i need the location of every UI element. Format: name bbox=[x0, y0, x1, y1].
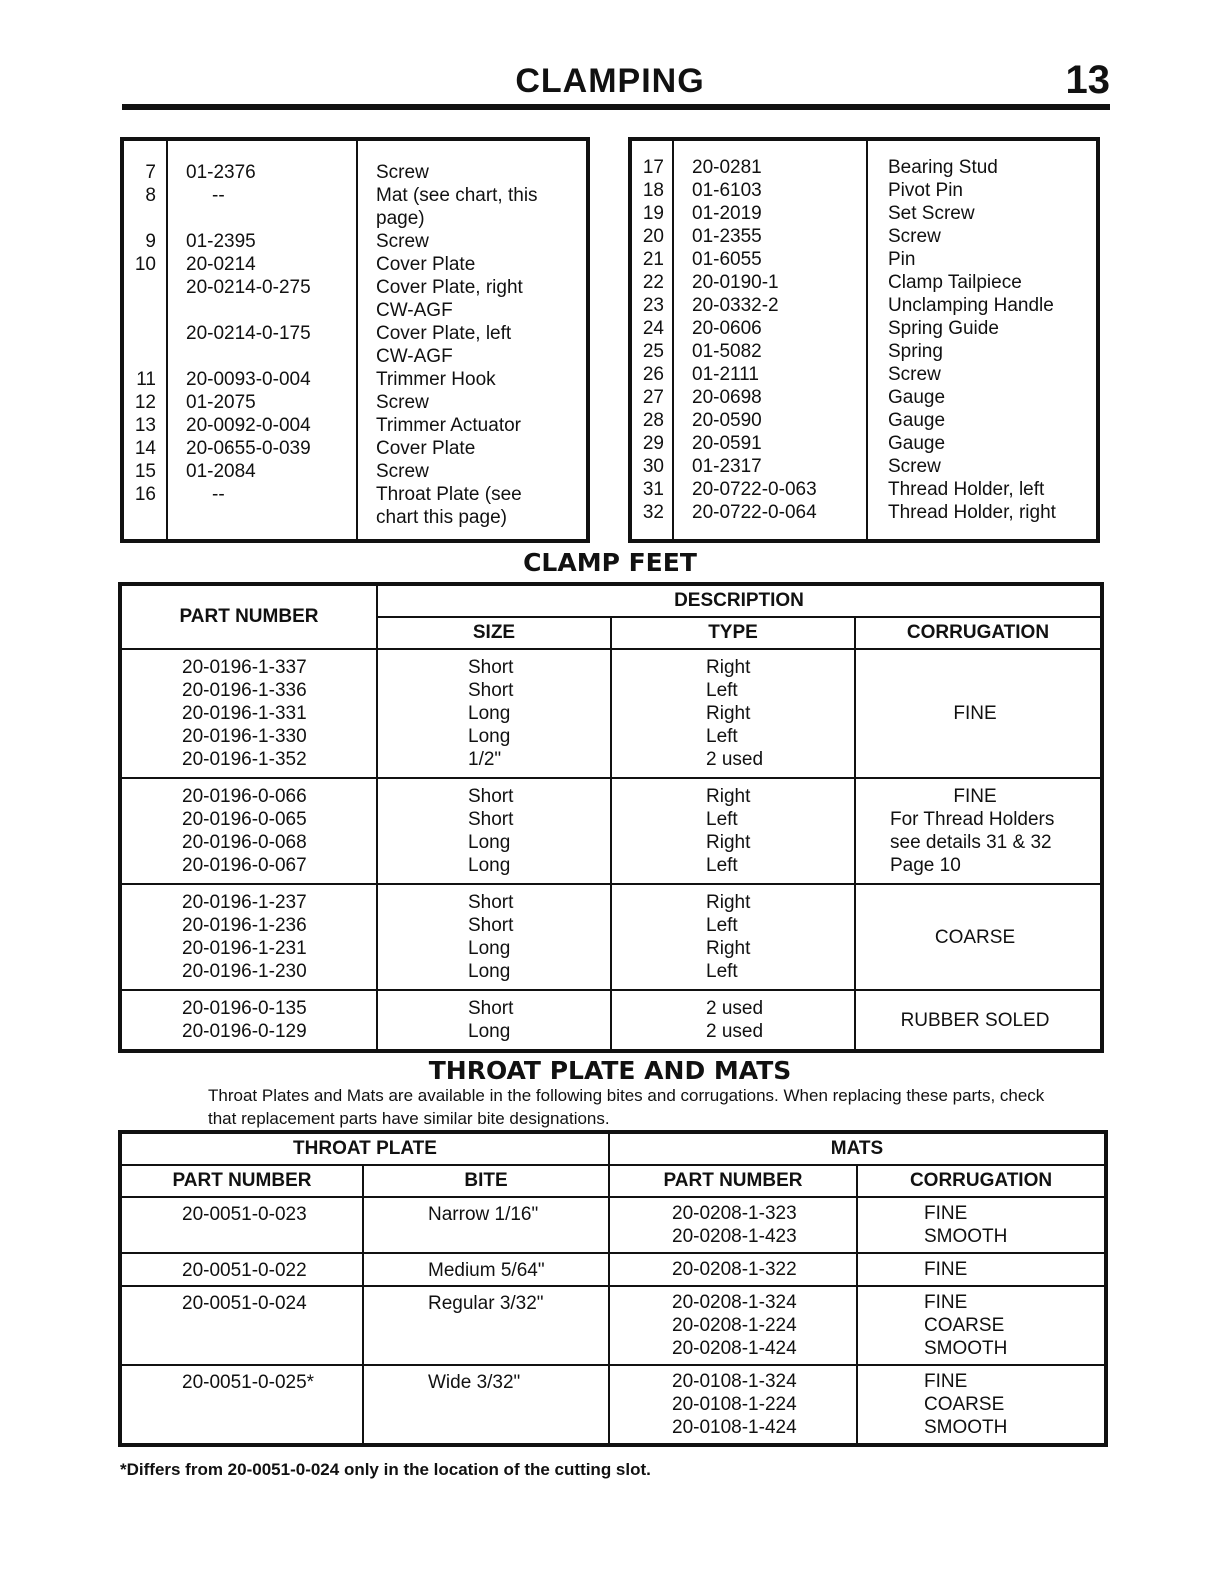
mat-parts-cell bbox=[609, 1253, 857, 1286]
parts-row bbox=[128, 437, 588, 460]
bite-cell bbox=[363, 1197, 609, 1253]
cell-line: see details 31 & 32 bbox=[890, 832, 1052, 853]
mat-corrugation: FINE bbox=[924, 1259, 968, 1280]
header-corrugation: CORRUGATION bbox=[857, 1165, 1105, 1197]
cell-line: FINE bbox=[953, 786, 997, 807]
item-number: 26 bbox=[642, 364, 664, 385]
bite-value: Regular 3/32" bbox=[428, 1293, 544, 1314]
cell-line: 20-0196-1-352 bbox=[182, 749, 307, 770]
part-description bbox=[376, 161, 551, 184]
part-description-text: Bearing Stud bbox=[888, 157, 998, 178]
part-description-text: Throat Plate (see chart this page) bbox=[376, 484, 522, 528]
page-title: CLAMPING bbox=[515, 62, 705, 100]
parts-row bbox=[128, 276, 588, 322]
part-number: 01-6055 bbox=[692, 249, 762, 270]
item-number: 8 bbox=[145, 185, 156, 206]
mat-part-number: 20-0208-1-424 bbox=[672, 1338, 797, 1359]
parts-row bbox=[128, 253, 588, 276]
item-number: 12 bbox=[134, 392, 156, 413]
header-type: TYPE bbox=[611, 617, 855, 649]
part-description-text: Cover Plate, left CW-AGF bbox=[376, 323, 512, 367]
part-description bbox=[376, 391, 551, 414]
parts-row bbox=[128, 161, 588, 184]
cell-line: 20-0196-1-336 bbox=[182, 680, 307, 701]
cell-line: Right bbox=[706, 938, 751, 959]
cell-line: 2 used bbox=[706, 749, 764, 770]
throat-part-cell bbox=[121, 1286, 363, 1365]
mat-part-number: 20-0108-1-324 bbox=[672, 1371, 797, 1392]
cell-line: Right bbox=[706, 892, 751, 913]
mat-corrugation-cell bbox=[857, 1286, 1105, 1365]
part-description-text: Set Screw bbox=[888, 203, 975, 224]
part-number: 01-2084 bbox=[186, 461, 256, 482]
item-number: 14 bbox=[134, 438, 156, 459]
cell-line: 20-0196-1-236 bbox=[182, 915, 307, 936]
mat-parts-cell bbox=[609, 1365, 857, 1444]
cell-line: Short bbox=[468, 892, 514, 913]
corrugation-cell bbox=[855, 990, 1101, 1050]
type-cell bbox=[611, 990, 855, 1050]
cell-line: Long bbox=[468, 832, 511, 853]
part-description-text: Screw bbox=[888, 226, 941, 247]
size-cell bbox=[377, 778, 611, 884]
item-number: 31 bbox=[642, 479, 664, 500]
item-number: 10 bbox=[134, 254, 156, 275]
part-description-text: Trimmer Hook bbox=[376, 369, 496, 390]
part-number: 01-2075 bbox=[186, 392, 256, 413]
part-description-text: Screw bbox=[888, 364, 941, 385]
item-number: 13 bbox=[134, 415, 156, 436]
mat-part-number: 20-0208-1-324 bbox=[672, 1292, 797, 1313]
corrugation-cell bbox=[855, 778, 1101, 884]
part-number: 01-2111 bbox=[692, 364, 759, 385]
part-description-text: Screw bbox=[376, 231, 429, 252]
part-description bbox=[888, 248, 1093, 271]
part-description-text: Spring bbox=[888, 341, 943, 362]
part-numbers-cell bbox=[121, 884, 377, 990]
parts-row bbox=[636, 409, 1100, 432]
cell-line: Short bbox=[468, 998, 514, 1019]
mat-part-number: 20-0108-1-424 bbox=[672, 1417, 797, 1438]
parts-row bbox=[636, 156, 1100, 179]
cell-line: 20-0196-0-065 bbox=[182, 809, 307, 830]
cell-line: Short bbox=[468, 657, 514, 678]
part-description-text: Gauge bbox=[888, 410, 946, 431]
cell-line: 2 used bbox=[706, 998, 764, 1019]
item-number: 28 bbox=[642, 410, 664, 431]
part-number: -- bbox=[212, 185, 225, 206]
mat-part-number: 20-0208-1-423 bbox=[672, 1226, 797, 1247]
part-number: 20-0655-0-039 bbox=[186, 438, 311, 459]
item-number: 24 bbox=[642, 318, 664, 339]
table-row bbox=[121, 1197, 1105, 1253]
part-description bbox=[376, 368, 551, 391]
item-number: 18 bbox=[642, 180, 664, 201]
part-description bbox=[376, 322, 551, 368]
throat-plate-table bbox=[120, 1132, 1106, 1445]
parts-row bbox=[636, 432, 1100, 455]
item-number: 21 bbox=[642, 249, 664, 270]
item-number: 15 bbox=[134, 461, 156, 482]
cell-line: For Thread Holders bbox=[890, 809, 1055, 830]
parts-list-left bbox=[120, 137, 590, 543]
cell-line: Long bbox=[468, 855, 511, 876]
part-description bbox=[888, 340, 1093, 363]
part-number: 20-0606 bbox=[692, 318, 762, 339]
table-row bbox=[121, 649, 1101, 778]
item-number: 23 bbox=[642, 295, 664, 316]
parts-row bbox=[636, 225, 1100, 248]
throat-plate-title: THROAT PLATE AND MATS bbox=[428, 1056, 792, 1085]
item-number: 7 bbox=[145, 162, 156, 183]
parts-row bbox=[636, 386, 1100, 409]
cell-line: 1/2" bbox=[468, 749, 502, 770]
clamp-feet-title: CLAMP FEET bbox=[523, 548, 697, 577]
part-description-text: Clamp Tailpiece bbox=[888, 272, 1022, 293]
part-number: -- bbox=[212, 484, 225, 505]
part-number: 20-0214-0-175 bbox=[186, 323, 311, 344]
mat-corrugation: SMOOTH bbox=[924, 1338, 1008, 1359]
part-number: 20-0332-2 bbox=[692, 295, 779, 316]
cell-line: COARSE bbox=[934, 926, 1016, 948]
part-number: 01-2395 bbox=[186, 231, 256, 252]
part-description bbox=[888, 202, 1093, 225]
throat-part-number: 20-0051-0-024 bbox=[182, 1293, 307, 1314]
mat-corrugation-cell bbox=[857, 1197, 1105, 1253]
type-cell bbox=[611, 884, 855, 990]
part-description-text: Pin bbox=[888, 249, 916, 270]
part-description-text: Cover Plate bbox=[376, 254, 476, 275]
part-number: 01-5082 bbox=[692, 341, 762, 362]
part-description-text: Thread Holder, right bbox=[888, 502, 1056, 523]
part-description-text: Screw bbox=[888, 456, 941, 477]
cell-line: Long bbox=[468, 703, 511, 724]
part-description-text: Gauge bbox=[888, 387, 946, 408]
table-row bbox=[121, 1253, 1105, 1286]
header-part-number: PART NUMBER bbox=[121, 585, 377, 649]
cell-line: Left bbox=[706, 915, 738, 936]
cell-line: Left bbox=[706, 680, 738, 701]
part-description-text: Trimmer Actuator bbox=[376, 415, 521, 436]
mat-corrugation: SMOOTH bbox=[924, 1417, 1008, 1438]
part-description bbox=[888, 386, 1093, 409]
mat-part-number: 20-0208-1-322 bbox=[672, 1259, 797, 1280]
parts-row bbox=[636, 317, 1100, 340]
part-number: 20-0093-0-004 bbox=[186, 369, 311, 390]
part-number: 01-2355 bbox=[692, 226, 762, 247]
part-description bbox=[888, 179, 1093, 202]
cell-line: Short bbox=[468, 809, 514, 830]
parts-row bbox=[128, 322, 588, 368]
part-description bbox=[376, 483, 551, 529]
parts-row bbox=[128, 368, 588, 391]
part-number: 20-0722-0-064 bbox=[692, 502, 817, 523]
part-number: 20-0092-0-004 bbox=[186, 415, 311, 436]
parts-right-list bbox=[636, 156, 1100, 524]
part-description-text: Screw bbox=[376, 392, 429, 413]
item-number: 29 bbox=[642, 433, 664, 454]
part-description bbox=[888, 363, 1093, 386]
mat-corrugation: COARSE bbox=[924, 1315, 1005, 1336]
part-description bbox=[376, 414, 551, 437]
cell-line: Left bbox=[706, 961, 738, 982]
part-number: 20-0590 bbox=[692, 410, 762, 431]
part-description bbox=[376, 460, 551, 483]
cell-line: Right bbox=[706, 786, 751, 807]
bite-cell bbox=[363, 1365, 609, 1444]
part-description bbox=[888, 225, 1093, 248]
part-description bbox=[888, 501, 1093, 524]
cell-line: Long bbox=[468, 726, 511, 747]
mat-corrugation-cell bbox=[857, 1253, 1105, 1286]
part-description bbox=[888, 317, 1093, 340]
size-cell bbox=[377, 884, 611, 990]
parts-row bbox=[636, 455, 1100, 478]
part-description-text: Pivot Pin bbox=[888, 180, 963, 201]
parts-row bbox=[128, 460, 588, 483]
part-number: 01-2376 bbox=[186, 162, 256, 183]
bite-value: Medium 5/64" bbox=[428, 1260, 545, 1281]
cell-line: 20-0196-0-067 bbox=[182, 855, 307, 876]
mat-corrugation: COARSE bbox=[924, 1394, 1005, 1415]
part-number: 20-0190-1 bbox=[692, 272, 779, 293]
cell-line: 20-0196-0-068 bbox=[182, 832, 307, 853]
part-description bbox=[376, 437, 551, 460]
item-number: 22 bbox=[642, 272, 664, 293]
cell-line: Long bbox=[468, 961, 511, 982]
part-number: 20-0214-0-275 bbox=[186, 277, 311, 298]
part-description bbox=[888, 156, 1093, 179]
cell-line: 20-0196-0-066 bbox=[182, 786, 307, 807]
item-number: 20 bbox=[642, 226, 664, 247]
header-mats: MATS bbox=[609, 1133, 1105, 1165]
cell-line: 20-0196-0-135 bbox=[182, 998, 307, 1019]
part-number: 20-0214 bbox=[186, 254, 256, 275]
cell-line: Left bbox=[706, 726, 738, 747]
part-description bbox=[376, 276, 551, 322]
table-row bbox=[121, 884, 1101, 990]
mat-parts-cell bbox=[609, 1286, 857, 1365]
throat-part-cell bbox=[121, 1365, 363, 1444]
part-description bbox=[376, 184, 551, 230]
part-description bbox=[888, 409, 1093, 432]
parts-row bbox=[636, 501, 1100, 524]
bite-cell bbox=[363, 1253, 609, 1286]
cell-line: RUBBER SOLED bbox=[900, 1009, 1050, 1031]
cell-line: FINE bbox=[953, 703, 997, 724]
cell-line: 20-0196-1-231 bbox=[182, 938, 307, 959]
item-number: 9 bbox=[145, 231, 156, 252]
cell-line: 20-0196-0-129 bbox=[182, 1021, 307, 1042]
cell-line: Long bbox=[468, 1021, 511, 1042]
parts-row bbox=[128, 414, 588, 437]
header-rule bbox=[122, 104, 1110, 110]
throat-part-number: 20-0051-0-022 bbox=[182, 1260, 307, 1281]
parts-row bbox=[128, 483, 588, 528]
part-number: 01-2019 bbox=[692, 203, 762, 224]
header-throat-plate: THROAT PLATE bbox=[121, 1133, 609, 1165]
part-number: 20-0281 bbox=[692, 157, 762, 178]
size-cell bbox=[377, 649, 611, 778]
cell-line: Page 10 bbox=[890, 855, 961, 876]
part-number: 20-0698 bbox=[692, 387, 762, 408]
bite-value: Narrow 1/16" bbox=[428, 1204, 539, 1225]
header-corrugation: CORRUGATION bbox=[855, 617, 1101, 649]
part-description-text: Unclamping Handle bbox=[888, 295, 1054, 316]
cell-line: Right bbox=[706, 657, 751, 678]
part-number: 01-2317 bbox=[692, 456, 762, 477]
cell-line: Short bbox=[468, 680, 514, 701]
part-description-text: Spring Guide bbox=[888, 318, 999, 339]
table-row bbox=[121, 1286, 1105, 1365]
cell-line: Right bbox=[706, 832, 751, 853]
header-size: SIZE bbox=[377, 617, 611, 649]
parts-row bbox=[636, 271, 1100, 294]
parts-row bbox=[128, 230, 588, 253]
part-description-text: Screw bbox=[376, 162, 429, 183]
parts-row bbox=[636, 294, 1100, 317]
mat-corrugation: FINE bbox=[924, 1371, 968, 1392]
part-numbers-cell bbox=[121, 778, 377, 884]
parts-list-right bbox=[628, 137, 1100, 543]
table-row bbox=[121, 990, 1101, 1050]
part-description bbox=[888, 271, 1093, 294]
mat-corrugation: SMOOTH bbox=[924, 1226, 1008, 1247]
throat-part-cell bbox=[121, 1197, 363, 1253]
cell-line: Left bbox=[706, 809, 738, 830]
part-description-text: Cover Plate bbox=[376, 438, 476, 459]
part-number: 01-6103 bbox=[692, 180, 762, 201]
cell-line: 20-0196-1-331 bbox=[182, 703, 307, 724]
item-number: 32 bbox=[642, 502, 664, 523]
parts-row bbox=[636, 478, 1100, 501]
part-number: 20-0591 bbox=[692, 433, 762, 454]
part-description bbox=[376, 253, 551, 276]
cell-line: Short bbox=[468, 786, 514, 807]
mat-corrugation: FINE bbox=[924, 1203, 968, 1224]
header-mat-part-number: PART NUMBER bbox=[609, 1165, 857, 1197]
mat-part-number: 20-0108-1-224 bbox=[672, 1394, 797, 1415]
cell-line: 20-0196-1-230 bbox=[182, 961, 307, 982]
page-number: 13 bbox=[1065, 58, 1110, 102]
table-row bbox=[121, 778, 1101, 884]
part-numbers-cell bbox=[121, 649, 377, 778]
cell-line: 20-0196-1-237 bbox=[182, 892, 307, 913]
parts-left-list bbox=[128, 161, 588, 528]
size-cell bbox=[377, 990, 611, 1050]
item-number: 11 bbox=[136, 369, 156, 390]
cell-line: Right bbox=[706, 703, 751, 724]
mat-corrugation: FINE bbox=[924, 1292, 968, 1313]
item-number: 27 bbox=[642, 387, 664, 408]
part-description bbox=[888, 478, 1093, 501]
type-cell bbox=[611, 778, 855, 884]
header-part-number: PART NUMBER bbox=[121, 1165, 363, 1197]
item-number: 30 bbox=[642, 456, 664, 477]
cell-line: 20-0196-1-330 bbox=[182, 726, 307, 747]
cell-line: Left bbox=[706, 855, 738, 876]
footnote: *Differs from 20-0051-0-024 only in the location of the cutting slot. bbox=[120, 1460, 651, 1479]
cell-line: 20-0196-1-337 bbox=[182, 657, 307, 678]
parts-row bbox=[636, 248, 1100, 271]
clamp-feet-table bbox=[120, 584, 1102, 1051]
throat-plate-intro: Throat Plates and Mats are available in the following bites and corrugations. When replacing these parts, check that replacement parts have similar bite designations. bbox=[208, 1086, 1045, 1128]
header-bite: BITE bbox=[363, 1165, 609, 1197]
parts-row bbox=[128, 391, 588, 414]
throat-part-cell bbox=[121, 1253, 363, 1286]
item-number: 25 bbox=[642, 341, 664, 362]
corrugation-cell bbox=[855, 884, 1101, 990]
type-cell bbox=[611, 649, 855, 778]
item-number: 16 bbox=[134, 484, 156, 505]
bite-value: Wide 3/32" bbox=[428, 1372, 521, 1393]
part-description-text: Thread Holder, left bbox=[888, 479, 1045, 500]
part-description bbox=[376, 230, 551, 253]
part-numbers-cell bbox=[121, 990, 377, 1050]
part-description-text: Mat (see chart, this page) bbox=[376, 185, 538, 229]
part-description bbox=[888, 294, 1093, 317]
table-row bbox=[121, 1365, 1105, 1444]
bite-cell bbox=[363, 1286, 609, 1365]
mat-parts-cell bbox=[609, 1197, 857, 1253]
cell-line: Long bbox=[468, 938, 511, 959]
corrugation-cell bbox=[855, 649, 1101, 778]
part-number: 20-0722-0-063 bbox=[692, 479, 817, 500]
mat-corrugation-cell bbox=[857, 1365, 1105, 1444]
item-number: 17 bbox=[642, 157, 664, 178]
item-number: 19 bbox=[642, 203, 664, 224]
cell-line: Short bbox=[468, 915, 514, 936]
part-description-text: Cover Plate, right CW-AGF bbox=[376, 277, 523, 321]
header-description: DESCRIPTION bbox=[377, 585, 1101, 617]
part-description bbox=[888, 455, 1093, 478]
throat-part-number: 20-0051-0-023 bbox=[182, 1204, 307, 1225]
cell-line: 2 used bbox=[706, 1021, 764, 1042]
parts-row bbox=[128, 184, 588, 230]
parts-row bbox=[636, 179, 1100, 202]
part-description-text: Screw bbox=[376, 461, 429, 482]
parts-row bbox=[636, 340, 1100, 363]
mat-part-number: 20-0208-1-323 bbox=[672, 1203, 797, 1224]
parts-row bbox=[636, 202, 1100, 225]
part-description-text: Gauge bbox=[888, 433, 946, 454]
throat-part-number: 20-0051-0-025* bbox=[182, 1372, 315, 1393]
mat-part-number: 20-0208-1-224 bbox=[672, 1315, 797, 1336]
parts-row bbox=[636, 363, 1100, 386]
part-description bbox=[888, 432, 1093, 455]
